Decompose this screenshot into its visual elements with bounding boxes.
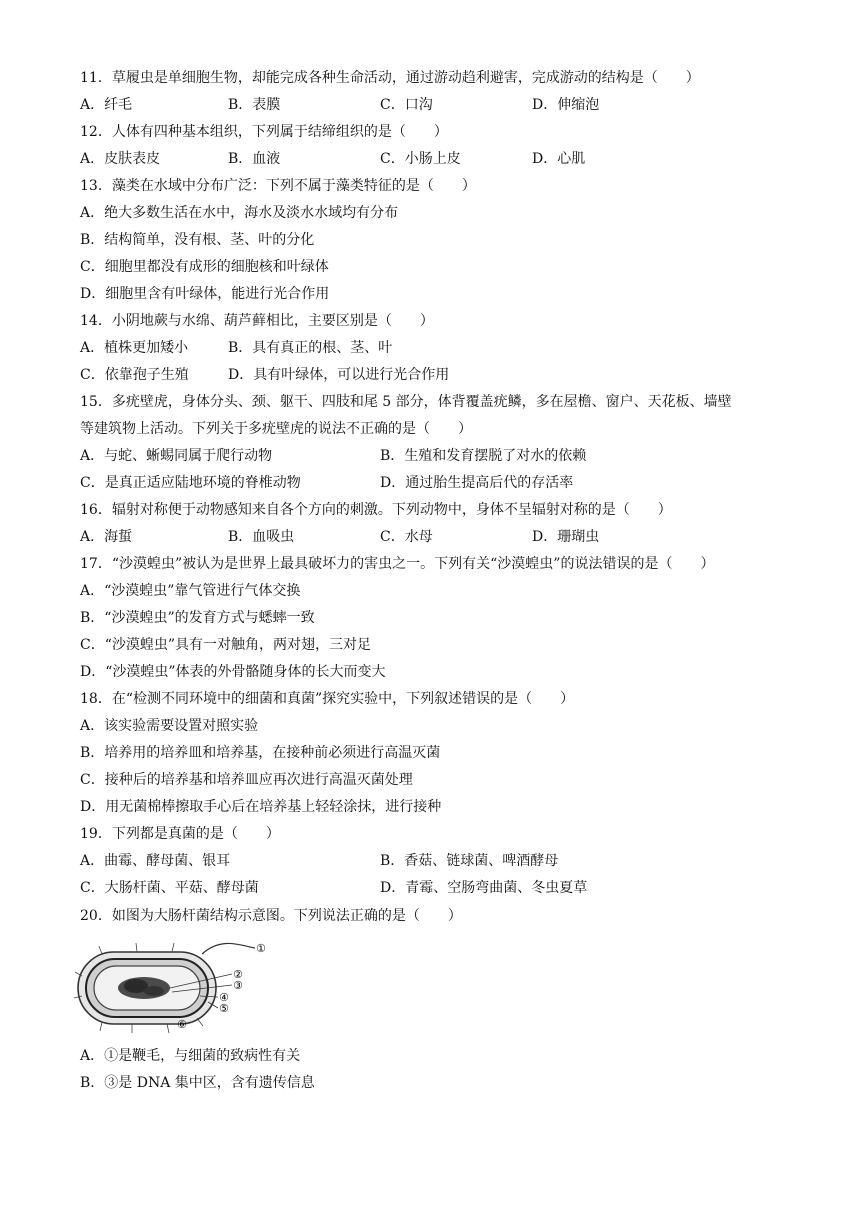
question-17-stem: 17．“沙漠蝗虫”被认为是世界上最具破坏力的害虫之一。下列有关“沙漠蝗虫”的说法错误的是（ ） bbox=[80, 556, 715, 572]
q15-option-a: A．与蛇、蜥蜴同属于爬行动物 bbox=[80, 448, 273, 464]
q14-option-d: D．具有叶绿体，可以进行光合作用 bbox=[228, 367, 450, 383]
q18-option-a: A．该实验需要设置对照实验 bbox=[80, 718, 259, 734]
q19-option-b: B．香菇、链球菌、啤酒酵母 bbox=[380, 853, 559, 869]
question-11-stem: 11．草履虫是单细胞生物，却能完成各种生命活动，通过游动趋利避害，完成游动的结构是（ ） bbox=[80, 70, 700, 86]
figure-label-1: ① bbox=[256, 942, 266, 955]
q15-option-c: C．是真正适应陆地环境的脊椎动物 bbox=[80, 475, 301, 491]
question-19-stem: 19．下列都是真菌的是（ ） bbox=[80, 826, 280, 842]
question-20-stem: 20．如图为大肠杆菌结构示意图。下列说法正确的是（ ） bbox=[80, 908, 462, 924]
q16-option-a: A．海蜇 bbox=[80, 529, 133, 545]
q16-option-d: D．珊瑚虫 bbox=[532, 529, 600, 545]
bacterium-diagram bbox=[72, 936, 282, 1036]
question-13-stem: 13．藻类在水域中分布广泛：下列不属于藻类特征的是（ ） bbox=[80, 178, 476, 194]
q16-option-c: C．水母 bbox=[380, 529, 433, 545]
q12-option-a: A．皮肤表皮 bbox=[80, 151, 161, 167]
q20-option-b: B．③是 DNA 集中区，含有遗传信息 bbox=[80, 1075, 315, 1091]
q14-option-c: C．依靠孢子生殖 bbox=[80, 367, 189, 383]
figure-label-4: ④ bbox=[219, 991, 229, 1004]
q11-option-c: C．口沟 bbox=[380, 97, 433, 113]
q16-option-b: B．血吸虫 bbox=[228, 529, 295, 545]
question-15-stem-cont: 等建筑物上活动。下列关于多疣壁虎的说法不正确的是（ ） bbox=[80, 421, 472, 437]
q18-option-b: B．培养用的培养皿和培养基，在接种前必须进行高温灭菌 bbox=[80, 745, 441, 761]
figure-label-6: ⑥ bbox=[177, 1018, 187, 1031]
question-14-stem: 14．小阴地蕨与水绵、葫芦藓相比，主要区别是（ ） bbox=[80, 313, 434, 329]
q17-option-c: C．“沙漠蝗虫”具有一对触角，两对翅，三对足 bbox=[80, 637, 372, 653]
q17-option-a: A．“沙漠蝗虫”靠气管进行气体交换 bbox=[80, 583, 301, 599]
q12-option-c: C．小肠上皮 bbox=[380, 151, 461, 167]
q18-option-c: C．接种后的培养基和培养皿应再次进行高温灭菌处理 bbox=[80, 772, 413, 788]
q12-option-d: D．心肌 bbox=[532, 151, 586, 167]
q19-option-c: C．大肠杆菌、平菇、酵母菌 bbox=[80, 880, 259, 896]
q19-option-a: A．曲霉、酵母菌、银耳 bbox=[80, 853, 231, 869]
q11-option-b: B．表膜 bbox=[228, 97, 281, 113]
question-16-stem: 16．辐射对称便于动物感知来自各个方向的刺激。下列动物中，身体不呈辐射对称的是（ ） bbox=[80, 502, 672, 518]
question-12-stem: 12．人体有四种基本组织，下列属于结缔组织的是（ ） bbox=[80, 124, 448, 140]
q14-option-a: A．植株更加矮小 bbox=[80, 340, 189, 356]
q17-option-b: B．“沙漠蝗虫”的发育方式与蟋蟀一致 bbox=[80, 610, 315, 626]
q20-option-a: A．①是鞭毛，与细菌的致病性有关 bbox=[80, 1048, 301, 1064]
q15-option-d: D．通过胎生提高后代的存活率 bbox=[380, 475, 574, 491]
q14-option-b: B．具有真正的根、茎、叶 bbox=[228, 340, 393, 356]
q13-option-a: A．绝大多数生活在水中，海水及淡水水域均有分布 bbox=[80, 205, 399, 221]
q11-option-a: A．纤毛 bbox=[80, 97, 133, 113]
q13-option-b: B．结构简单，没有根、茎、叶的分化 bbox=[80, 232, 315, 248]
q19-option-d: D．青霉、空肠弯曲菌、冬虫夏草 bbox=[380, 880, 588, 896]
question-18-stem: 18．在“检测不同环境中的细菌和真菌”探究实验中，下列叙述错误的是（ ） bbox=[80, 691, 575, 707]
figure-label-3: ③ bbox=[233, 979, 243, 992]
q13-option-c: C．细胞里都没有成形的细胞核和叶绿体 bbox=[80, 259, 329, 275]
q15-option-b: B．生殖和发育摆脱了对水的依赖 bbox=[380, 448, 587, 464]
q12-option-b: B．血液 bbox=[228, 151, 281, 167]
question-15-stem: 15．多疣壁虎，身体分头、颈、躯干、四肢和尾 5 部分，体背覆盖疣鳞，多在屋檐、窗户、天花板、墙壁 bbox=[80, 394, 732, 410]
q18-option-d: D．用无菌棉棒擦取手心后在培养基上轻轻涂抹，进行接种 bbox=[80, 799, 442, 815]
q17-option-d: D．“沙漠蝗虫”体表的外骨骼随身体的长大而变大 bbox=[80, 664, 386, 680]
figure-label-5: ⑤ bbox=[219, 1002, 229, 1015]
q11-option-d: D．伸缩泡 bbox=[532, 97, 600, 113]
q13-option-d: D．细胞里含有叶绿体，能进行光合作用 bbox=[80, 286, 330, 302]
figure-label-2: ② bbox=[233, 968, 243, 981]
